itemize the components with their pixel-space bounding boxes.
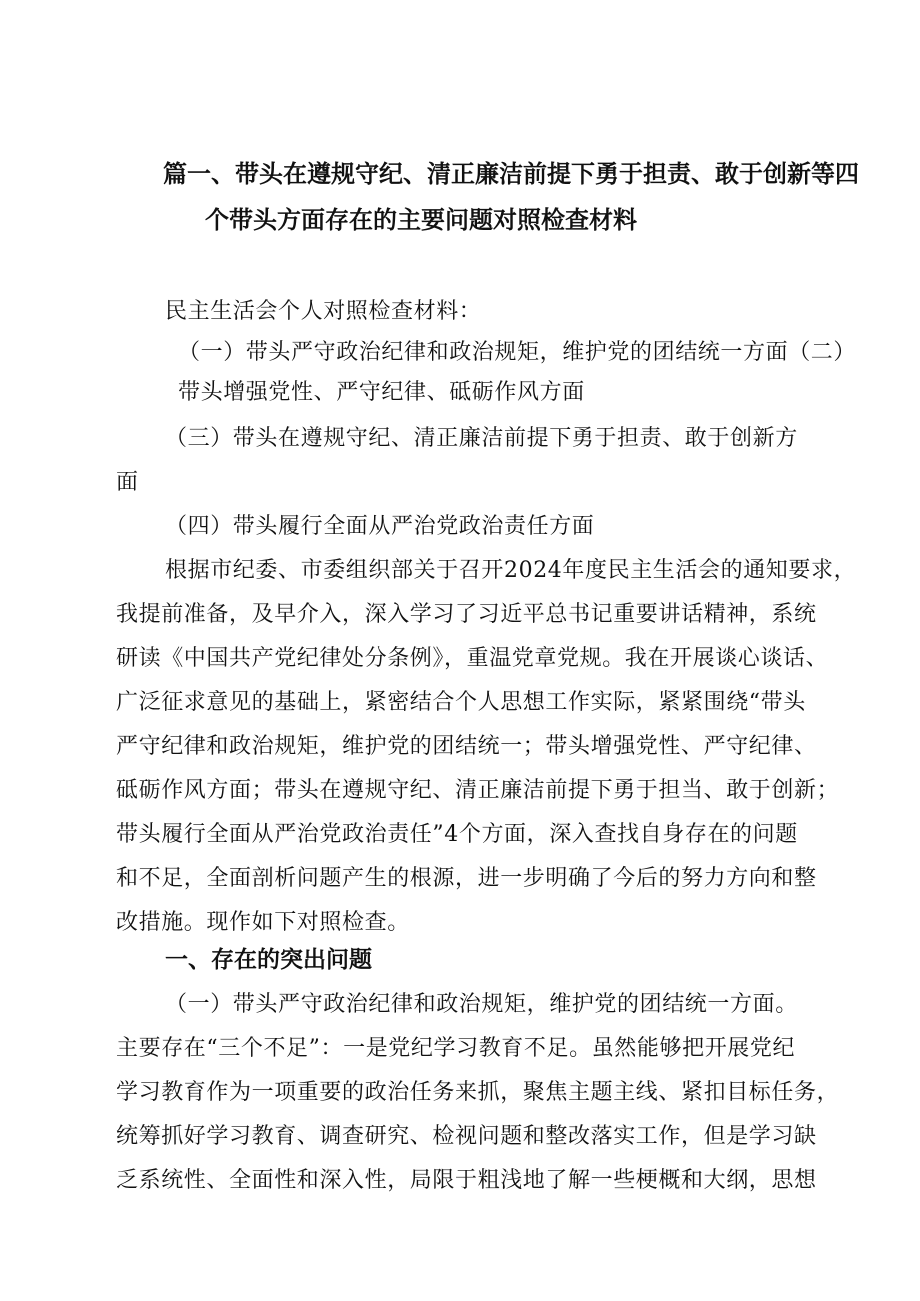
paragraph-1-line-9: 改措施。现作如下对照检查。 — [116, 910, 410, 935]
section-1-subheading: （一）带头严守政治纪律和政治规矩，维护党的团结统一方面。 — [165, 992, 798, 1017]
intro-item-1-line-1: （一）带头严守政治纪律和政治规矩，维护党的团结统一方面（二） — [178, 340, 857, 365]
document-title-line-1: 篇一、带头在遵规守纪、清正廉洁前提下勇于担责、敢于创新等四 — [163, 160, 859, 188]
intro-item-4: （四）带头履行全面从严治党政治责任方面 — [165, 514, 595, 539]
paragraph-1-line-2: 我提前准备，及早介入，深入学习了习近平总书记重要讲话精神，系统 — [116, 602, 817, 627]
paragraph-2-line-2: 学习教育作为一项重要的政治任务来抓，聚焦主题主线、紧扣目标任务， — [116, 1080, 840, 1105]
paragraph-2-line-4: 乏系统性、全面性和深入性，局限于粗浅地了解一些梗概和大纲，思想 — [116, 1168, 817, 1193]
paragraph-1-line-1: 根据市纪委、市委组织部关于召开2024年度民主生活会的通知要求， — [165, 558, 857, 583]
paragraph-2-line-3: 统筹抓好学习教育、调查研究、检视问题和整改落实工作，但是学习缺 — [116, 1124, 817, 1149]
paragraph-1-line-6: 砥砺作风方面；带头在遵规守纪、清正廉洁前提下勇于担当、敢于创新； — [116, 778, 840, 803]
paragraph-1-line-4: 广泛征求意见的基础上，紧密结合个人思想工作实际，紧紧围绕“带头 — [116, 690, 806, 715]
intro-item-1-line-2: 带头增强党性、严守纪律、砥砺作风方面 — [178, 380, 585, 405]
intro-label: 民主生活会个人对照检查材料： — [165, 299, 482, 324]
intro-item-3-line-1: （三）带头在遵规守纪、清正廉洁前提下勇于担责、敢于创新方 — [165, 426, 798, 451]
paragraph-2-line-1: 主要存在“三个不足”：一是党纪学习教育不足。虽然能够把开展党纪 — [116, 1036, 796, 1061]
paragraph-1-line-8: 和不足，全面剖析问题产生的根源，进一步明确了今后的努力方向和整 — [116, 866, 817, 891]
document-title-line-2: 个带头方面存在的主要问题对照检查材料 — [205, 206, 637, 234]
paragraph-1-line-5: 严守纪律和政治规矩，维护党的团结统一；带头增强党性、严守纪律、 — [116, 734, 817, 759]
paragraph-1-line-3: 研读《中国共产党纪律处分条例》，重温党章党规。我在开展谈心谈话、 — [116, 646, 829, 671]
paragraph-1-line-7: 带头履行全面从严治党政治责任”4个方面，深入查找自身存在的问题 — [116, 822, 798, 847]
intro-item-3-line-2: 面 — [116, 470, 139, 495]
section-1-heading: 一、存在的突出问题 — [165, 947, 372, 973]
